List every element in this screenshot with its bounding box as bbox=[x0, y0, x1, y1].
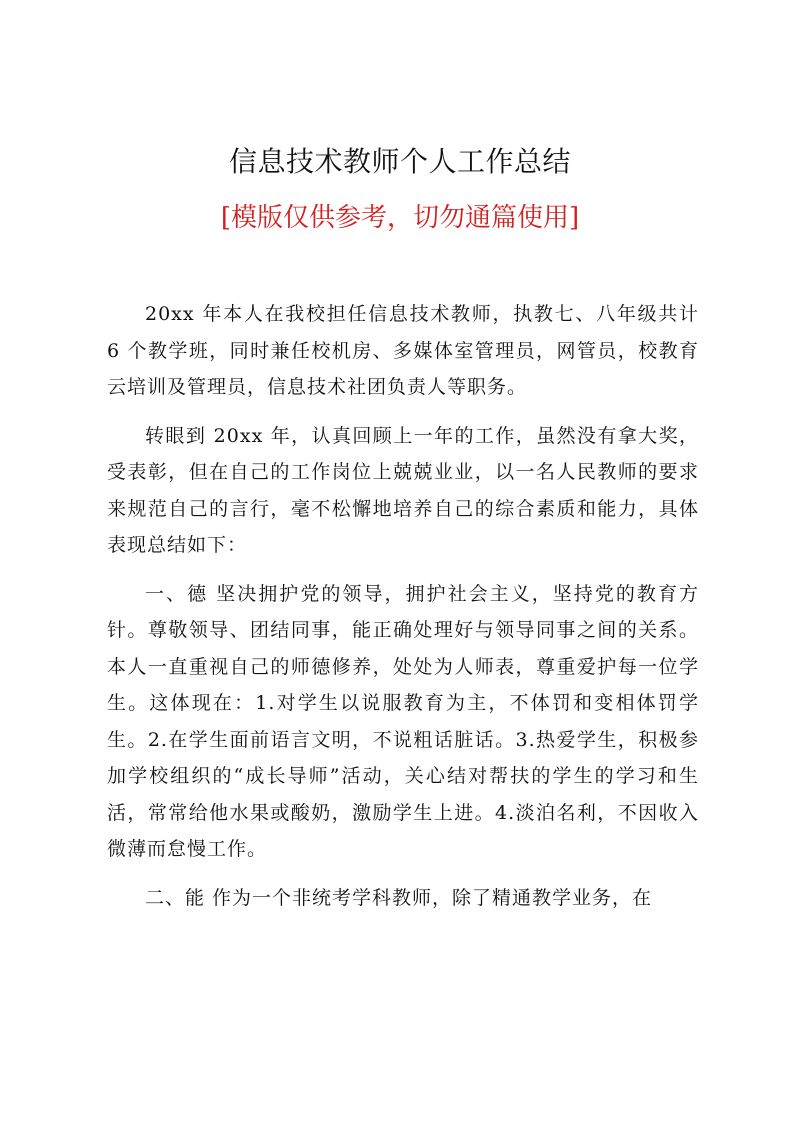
document-body bbox=[107, 296, 699, 928]
paragraph-intro: 20xx 年本人在我校担任信息技术教师，执教七、八年级共计 6 个教学班，同时兼任校机房、多媒体室管理员，网管员，校教育云培训及管理员，信息技术社团负责人等职务。 bbox=[107, 303, 699, 398]
template-notice: [模版仅供参考，切勿通篇使用] bbox=[220, 203, 580, 233]
paragraph-morality: 一、德 坚决拥护党的领导，拥护社会主义，坚持党的教育方针。尊敬领导、团结同事，能正确处理好与领导同事之间的关系。本人一直重视自己的师德修养，处处为人师表，尊重爱护每一位学生。这体现在：1.对学生以说服教育为主，不体罚和变相体罚学生。2.在学生面前语言文明，不说粗话脏话。3.热爱学生，积极参加学校组织的“成长导师”活动，关心结对帮扶的学生的学习和生活，常常给他水果或酸奶，激励学生上进。4.淡泊名利，不因收入微薄而怠慢工作。 bbox=[107, 582, 699, 860]
document-title: 信息技术教师个人工作总结 bbox=[228, 145, 571, 178]
paragraph-review: 转眼到 20xx 年，认真回顾上一年的工作，虽然没有拿大奖，受表彰，但在自己的工作岗位上兢兢业业，以一名人民教师的要求来规范自己的言行，毫不松懈地培养自己的综合素质和能力，具体表现总结如下： bbox=[107, 424, 699, 556]
paragraph-ability: 二、能 作为一个非统考学科教师，除了精通教学业务，在 bbox=[145, 886, 653, 909]
